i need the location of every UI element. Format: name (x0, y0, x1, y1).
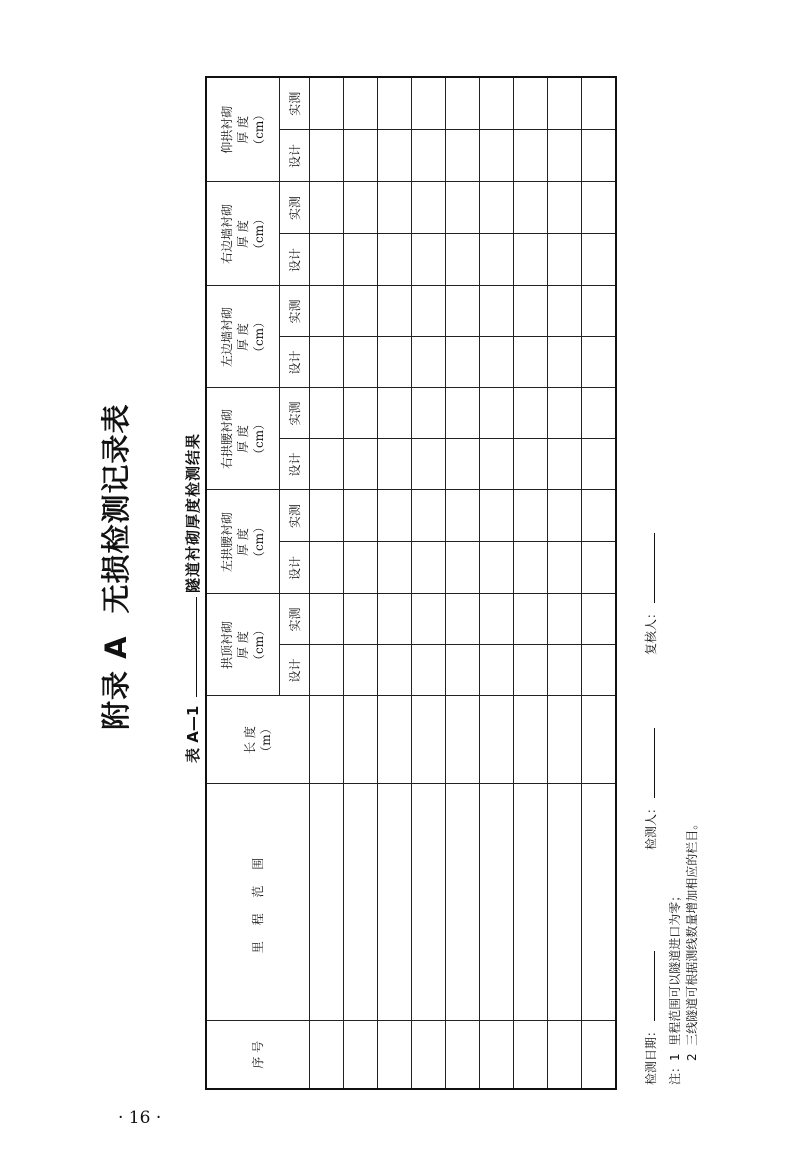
table-cell (446, 286, 480, 337)
table-cell (344, 1021, 378, 1089)
header-group-thick: 厚 度 (236, 425, 250, 453)
table-cell (412, 439, 446, 490)
table-cell (378, 234, 412, 286)
table-cell (344, 784, 378, 1021)
header-group (206, 182, 280, 286)
table-cell (378, 784, 412, 1021)
table-cell (582, 337, 617, 388)
header-group (206, 286, 280, 388)
table-cell (412, 542, 446, 594)
table-cell (446, 439, 480, 490)
table-cell (310, 1021, 344, 1089)
table-cell (310, 182, 344, 234)
table-cell (446, 234, 480, 286)
table-cell (548, 77, 582, 130)
table-cell (446, 388, 480, 439)
table-cell (446, 130, 480, 182)
table-cell (412, 490, 446, 542)
header-group-name: 左边墙衬砌 (220, 307, 234, 368)
table-cell (514, 337, 548, 388)
header-group-name: 拱顶衬砌 (220, 621, 234, 670)
header-group (206, 594, 280, 696)
table-cell (480, 77, 514, 130)
table-cell (310, 337, 344, 388)
table-cell (344, 490, 378, 542)
header-group-thick: 厚 度 (236, 115, 250, 144)
table-cell (480, 594, 514, 645)
table-cell (582, 645, 617, 696)
table-cell (378, 337, 412, 388)
table-cell (582, 439, 617, 490)
table-cell (514, 696, 548, 784)
table-cell (480, 337, 514, 388)
table-cell (310, 130, 344, 182)
table-cell (344, 542, 378, 594)
header-group (206, 490, 280, 594)
table-cell (548, 645, 582, 696)
table-cell (344, 388, 378, 439)
table-cell (344, 234, 378, 286)
header-group-unit: （cm） (252, 212, 266, 256)
header-design: 设计 (280, 439, 310, 490)
table-cell (514, 77, 548, 130)
table-cell (412, 388, 446, 439)
table-cell (582, 696, 617, 784)
note-2-number: 2 (685, 1053, 699, 1061)
table-cell (310, 388, 344, 439)
table-cell (548, 696, 582, 784)
reviewer-field (642, 533, 659, 655)
table-cell (582, 77, 617, 130)
table-cell (344, 130, 378, 182)
title-dash-line (196, 597, 197, 697)
table-cell (344, 439, 378, 490)
table-cell (582, 388, 617, 439)
inspector-label: 检测人： (644, 801, 658, 850)
table-cell (480, 696, 514, 784)
table-row (480, 77, 514, 1089)
table-cell (310, 77, 344, 130)
table-cell (514, 439, 548, 490)
header-group-thick: 厚 度 (236, 631, 250, 659)
header-design: 设计 (280, 645, 310, 696)
table-cell (582, 542, 617, 594)
table-cell (412, 645, 446, 696)
table-cell (582, 1021, 617, 1089)
table-cell (446, 490, 480, 542)
length-label: 长 度 (243, 726, 257, 754)
table-cell (446, 337, 480, 388)
table-cell (582, 182, 617, 234)
table-row (514, 77, 548, 1089)
table-cell (582, 594, 617, 645)
table-cell (582, 784, 617, 1021)
table-cell (310, 286, 344, 337)
table-cell (514, 542, 548, 594)
table-cell (412, 286, 446, 337)
table-cell (310, 594, 344, 645)
table-cell (514, 594, 548, 645)
note-2 (683, 818, 700, 1061)
note-prefix: 注：1 (668, 1053, 682, 1085)
table-cell (582, 490, 617, 542)
table-cell (514, 645, 548, 696)
table-cell (412, 234, 446, 286)
header-range: 里 程 范 围 (206, 784, 310, 1021)
table-cell (310, 696, 344, 784)
table-cell (548, 182, 582, 234)
header-index: 序 号 (206, 1021, 310, 1089)
table-cell (378, 645, 412, 696)
table-cell (378, 77, 412, 130)
table-row (378, 77, 412, 1089)
table-cell (480, 130, 514, 182)
table-cell (480, 784, 514, 1021)
header-group-unit: （cm） (252, 520, 266, 564)
page-number: · 16 · (118, 1108, 162, 1128)
date-field (642, 951, 659, 1085)
table-cell (446, 1021, 480, 1089)
table-cell (378, 490, 412, 542)
table-cell (514, 1021, 548, 1089)
table-cell (548, 594, 582, 645)
table-cell (446, 784, 480, 1021)
table-cell (480, 645, 514, 696)
reviewer-blank (654, 533, 655, 603)
table-cell (378, 130, 412, 182)
table-cell (344, 182, 378, 234)
table-cell (480, 439, 514, 490)
header-group (206, 77, 280, 182)
date-blank (654, 951, 655, 1021)
table-cell (378, 439, 412, 490)
table-cell (310, 784, 344, 1021)
table-cell (310, 439, 344, 490)
appendix-title (94, 381, 135, 730)
table-cell (310, 542, 344, 594)
table-cell (344, 337, 378, 388)
header-measured: 实测 (280, 388, 310, 439)
header-group-name: 右边墙衬砌 (220, 204, 234, 265)
table-cell (582, 286, 617, 337)
table-cell (378, 182, 412, 234)
table-cell (548, 388, 582, 439)
table-cell (548, 337, 582, 388)
table-cell (514, 490, 548, 542)
header-group-thick: 厚 度 (236, 528, 250, 556)
table-cell (480, 286, 514, 337)
table-row (582, 77, 617, 1089)
table-cell (344, 77, 378, 130)
table-cell (344, 594, 378, 645)
table-cell (548, 130, 582, 182)
header-group-unit: （cm） (252, 315, 266, 359)
table-cell (378, 286, 412, 337)
table-cell (378, 594, 412, 645)
header-measured: 实测 (280, 490, 310, 542)
table-cell (412, 77, 446, 130)
table-cell (514, 182, 548, 234)
table-caption: 隧道衬砌厚度检测结果 (184, 432, 202, 593)
table-cell (548, 542, 582, 594)
table-cell (480, 1021, 514, 1089)
header-design: 设计 (280, 234, 310, 286)
header-group-name: 右拱腰衬砌 (220, 409, 234, 470)
table-row (310, 77, 344, 1089)
header-design: 设计 (280, 542, 310, 594)
header-measured: 实测 (280, 594, 310, 645)
table-cell (344, 696, 378, 784)
header-group (206, 388, 280, 490)
length-unit: （m） (259, 722, 273, 758)
table-cell (582, 130, 617, 182)
table-cell (412, 696, 446, 784)
table-row (344, 77, 378, 1089)
reviewer-label: 复核人： (644, 606, 658, 655)
table-cell (446, 182, 480, 234)
inspector-field (642, 728, 659, 850)
table-cell (548, 1021, 582, 1089)
table-cell (310, 490, 344, 542)
table-cell (412, 784, 446, 1021)
inspector-blank (654, 728, 655, 798)
header-group-unit: （cm） (252, 417, 266, 461)
table-cell (412, 1021, 446, 1089)
table-cell (582, 234, 617, 286)
table-cell (548, 439, 582, 490)
table-cell (548, 490, 582, 542)
table-cell (310, 645, 344, 696)
table-cell (446, 696, 480, 784)
header-group-name: 仰拱衬砌 (220, 105, 234, 154)
table-cell (378, 388, 412, 439)
table-number: 表 A—1 (184, 705, 202, 763)
note-1 (666, 890, 683, 1085)
header-group-name: 左拱腰衬砌 (220, 512, 234, 573)
table-cell (480, 388, 514, 439)
table-cell (480, 234, 514, 286)
table-cell (412, 182, 446, 234)
header-length (206, 696, 310, 784)
table-cell (514, 234, 548, 286)
table-cell (446, 594, 480, 645)
table-cell (344, 286, 378, 337)
note-2-text: 三线隧道可根据测线数量增加相应的栏目。 (685, 817, 699, 1046)
table-cell (412, 594, 446, 645)
table-row (548, 77, 582, 1089)
note-1-text: 里程范围可以隧道进口为零； (668, 889, 682, 1046)
thickness-record-table (205, 76, 617, 1090)
table-cell (514, 388, 548, 439)
table-cell (514, 130, 548, 182)
appendix-label: 附录 A (99, 635, 133, 730)
table-row (412, 77, 446, 1089)
table-cell (548, 234, 582, 286)
header-group-thick: 厚 度 (236, 323, 250, 351)
table-cell (446, 645, 480, 696)
table-cell (446, 542, 480, 594)
table-cell (514, 286, 548, 337)
header-design: 设计 (280, 130, 310, 182)
header-measured: 实测 (280, 182, 310, 234)
table-cell (310, 234, 344, 286)
date-label: 检测日期： (644, 1024, 658, 1085)
table-cell (412, 130, 446, 182)
table-cell (378, 1021, 412, 1089)
table-cell (412, 337, 446, 388)
header-measured: 实测 (280, 77, 310, 130)
header-group-unit: （cm） (252, 108, 266, 151)
table-cell (514, 784, 548, 1021)
table-cell (480, 182, 514, 234)
table-cell (378, 696, 412, 784)
header-measured: 实测 (280, 286, 310, 337)
table-cell (480, 542, 514, 594)
header-design: 设计 (280, 337, 310, 388)
table-cell (548, 784, 582, 1021)
table-cell (480, 490, 514, 542)
table-cell (548, 286, 582, 337)
table-cell (446, 77, 480, 130)
table-row (446, 77, 480, 1089)
appendix-name: 无损检测记录表 (99, 403, 133, 614)
header-group-unit: （cm） (252, 623, 266, 667)
table-cell (378, 542, 412, 594)
header-group-thick: 厚 度 (236, 220, 250, 248)
table-cell (344, 645, 378, 696)
